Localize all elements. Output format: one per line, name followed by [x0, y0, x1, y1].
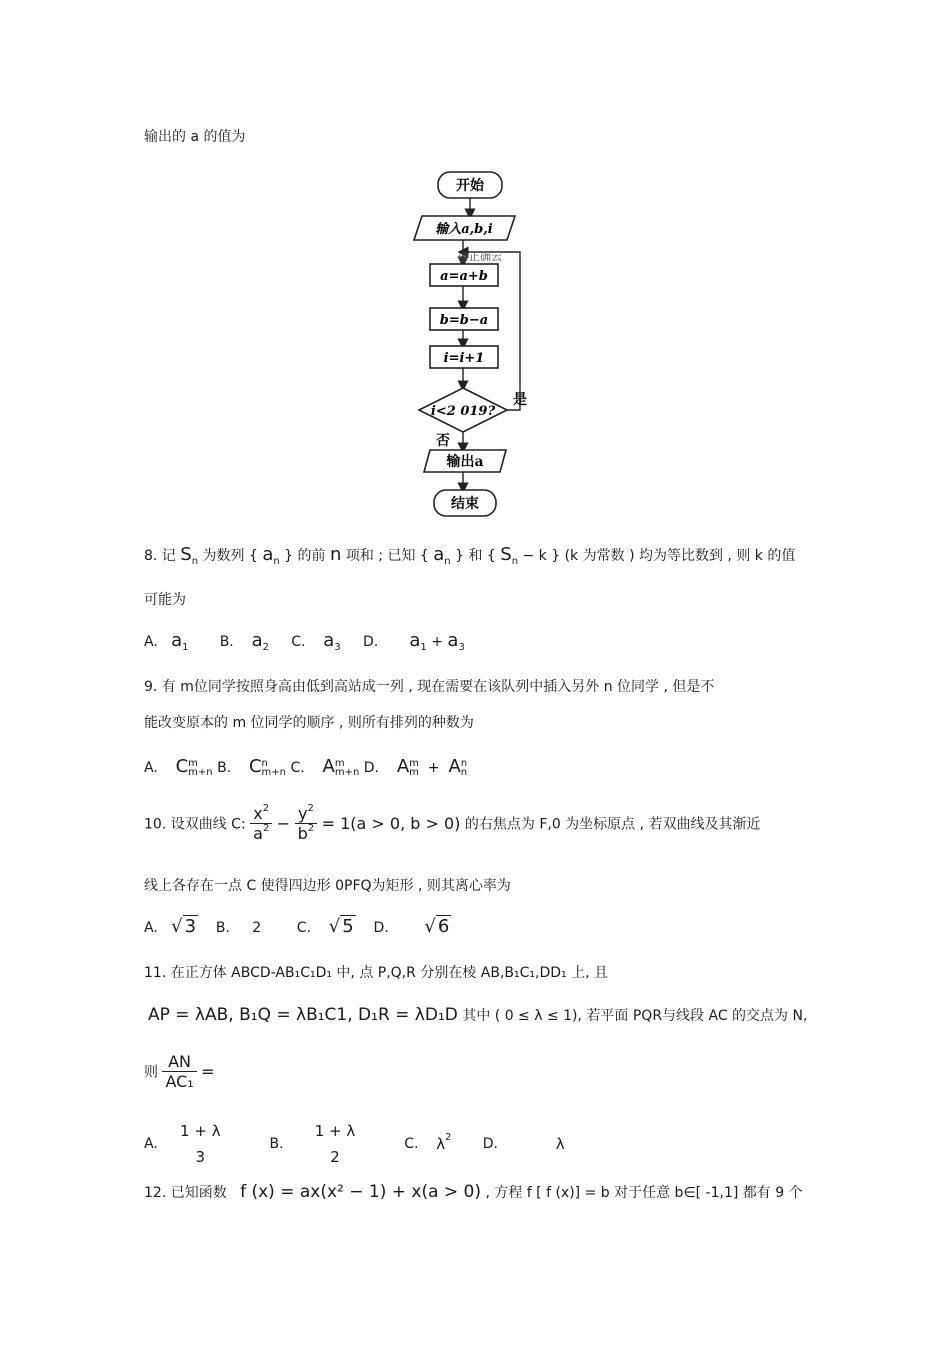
step3-label: i=i+1 — [443, 351, 485, 366]
flowchart-svg — [410, 160, 540, 525]
output-label: 输出a — [446, 454, 484, 470]
end-label: 结束 — [451, 496, 479, 512]
q11-line2: AP = λAB, B₁Q = λB₁C1, D₁R = λD₁D 其中 ( 0 ≤ λ ≤ 1), 若平面 PQR与线段 AC 的交点为 N, — [148, 1005, 808, 1025]
input-label: 输入a,b,i — [435, 222, 493, 237]
x2-over-a2: $\frac{x^2}{a^2}$ — [250, 804, 272, 843]
q8-line2: 可能为 — [144, 592, 186, 608]
start-label: 开始 — [456, 178, 484, 194]
q11-options: A. 1 + λ 3 B. 1 + λ 2 C. $\lambda^2$ D. λ — [144, 1122, 565, 1166]
yes-label: 是 — [513, 392, 527, 408]
q12-line1: 12. 已知函数 f (x) = ax(x² − 1) + x(a > 0) , 方程 f [ f (x)] = b 对于任意 b∈[ -1,1] 都有 9 个 — [144, 1182, 803, 1202]
q8-line1: 8. 记 $S_n$ 为数列 { $a_n$ } 的前 n 项和 ; 已知 { $a_n$ } 和 { $S_n - k$ } (k 为常数 ) 均为等比数到 , 则 k 的值 — [144, 544, 796, 567]
q10-line1: 10. 设双曲线 C: $\frac{x^2}{a^2}$ − $\frac{y^2}{b^2}$ = 1(a > 0, b > 0) 的右焦点为 F,0 为坐标原点 , 若双曲线及其渐近 — [144, 803, 761, 843]
step1-label: a=a+b — [440, 269, 488, 284]
q10-line2: 线上各存在一点 C 使得四边形 0PFQ为矩形 , 则其离心率为 — [144, 878, 511, 894]
flowchart — [410, 160, 540, 525]
q9-options: A. Cm m+n B. Cn m+n C. Am m+n D. Am m + An n — [144, 756, 468, 778]
no-label: 否 — [436, 433, 450, 449]
step2-label: b=b−a — [439, 313, 489, 328]
q8-options: A. $a_1$ B. $a_2$ C. $a_3$ D. $a_1 + a_3$ — [144, 630, 465, 653]
intro-text: 输出的 a 的值为 — [144, 129, 246, 145]
q11-line3: 则 $\frac{AN}{\text{AC₁}}$ = — [144, 1052, 215, 1091]
q9-line2: 能改变原本的 m 位同学的顺序 , 则所有排列的种数为 — [144, 715, 474, 731]
watermark-text: @正确云 — [458, 250, 502, 263]
an-over-ac1: $\frac{AN}{\text{AC₁}}$ — [162, 1052, 196, 1091]
q10-options: A. √ 3 B. 2 C. √ 5 D. √ 6 — [144, 916, 450, 937]
q11-line1: 11. 在正方体 ABCD-AB₁C₁D₁ 中, 点 P,Q,R 分别在棱 AB,B₁C₁,DD₁ 上, 且 — [144, 965, 608, 981]
condition-label: i<2 019? — [430, 404, 496, 419]
q9-line1: 9. 有 m位同学按照身高由低到高站成一列 , 现在需要在该队列中插入另外 n 位同学 , 但是不 — [144, 679, 715, 695]
y2-over-b2: $\frac{y^2}{b^2}$ — [295, 804, 318, 843]
